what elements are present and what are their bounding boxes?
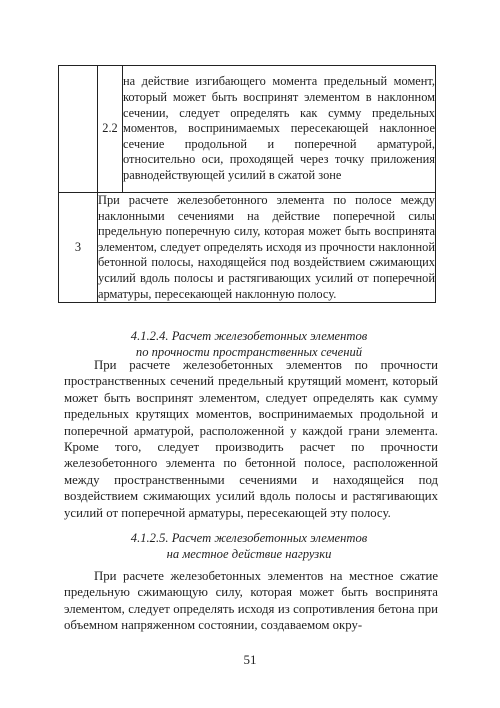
table-row xyxy=(59,66,436,193)
row-text-cell: на действие изгибающего момента предельный момент, который может быть воспринят элементом в наклонном сечении, следует определять как сумму предельных моментов, воспринимаемых пересекающей наклонное сечение продольной и поперечной арматурой, относительно оси, проходящей через точку приложения равнодействующей усилий в сжатой зоне xyxy=(123,66,436,193)
row-text-cell: При расчете железобетонного элемента по полосе между наклонными сечениями на действие поперечной силы предельную поперечную силу, которая может быть воспринята элементом, следует определять исходя из прочности наклонной бетонной полосы, находящейся под воздействием сжимающих усилий вдоль полосы и растягивающих усилий от поперечной арматуры, пересекающей наклонную полосу. xyxy=(98,193,436,303)
section-heading-line: по прочности пространственных сечений xyxy=(135,345,363,359)
requirements-table xyxy=(58,65,436,303)
row-number-cell xyxy=(59,66,98,193)
section-paragraph: При расчете железобетонных элементов на местное сжатие предельную сжимающую силу, которая может быть воспринята элементом, следует определять исходя из сопротивления бетона при объемном напряженном состоянии, создаваемом окру- xyxy=(64,569,438,633)
section-heading-line: 4.1.2.4. Расчет железобетонных элементов xyxy=(130,329,368,343)
table-row xyxy=(59,193,436,303)
row-number-cell: 3 xyxy=(59,193,98,303)
section-heading xyxy=(60,530,438,562)
section-paragraph: При расчете железобетонных элементов по прочности пространственных сечений предельный крутящий момент, который может быть воспринят элементом, следует определять как сумму предельных крутящих моментов, воспринимаемых продольной и поперечной арматурой, расположенной у каждой грани элемента. Кроме того, следует производить расчет по прочности железобетонного элемента по бетонной полосе, расположенной между пространственными сечениями и находящейся под воздействием сжимающих усилий вдоль полосы и растягивающих усилий от поперечной арматуры, пересекающей эту полосу. xyxy=(64,358,438,520)
section-heading-line: на местное действие нагрузки xyxy=(166,547,332,561)
page-number: 51 xyxy=(243,652,257,667)
row-subnumber-cell: 2.2 xyxy=(98,66,123,193)
section-heading xyxy=(60,328,438,360)
section-heading-line: 4.1.2.5. Расчет железобетонных элементов xyxy=(130,531,368,545)
